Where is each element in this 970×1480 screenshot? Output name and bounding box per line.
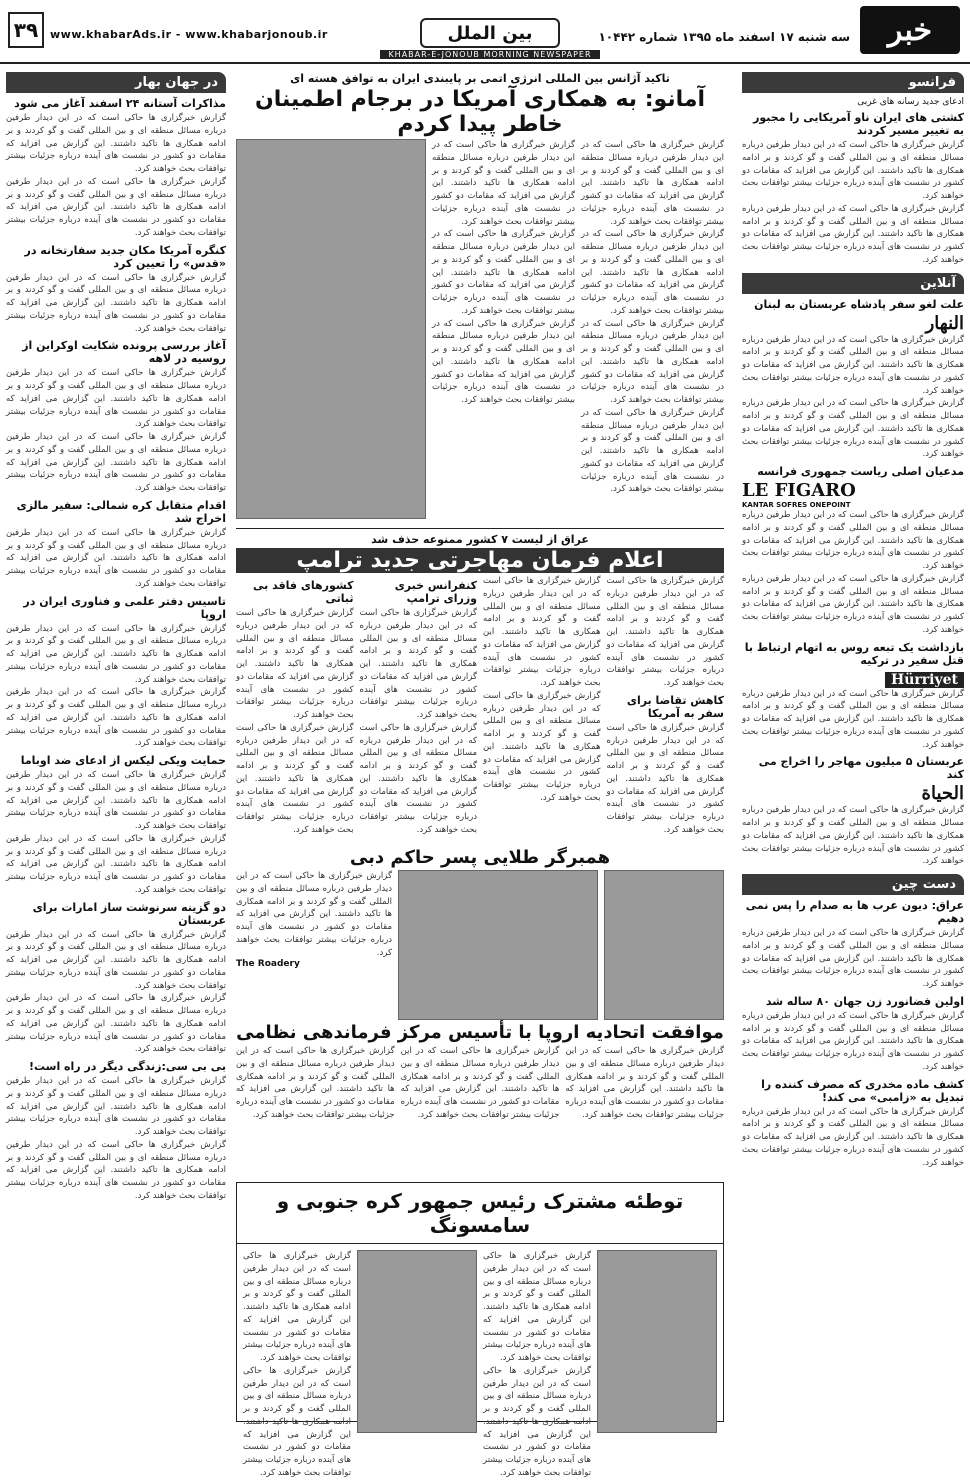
article-text: گزارش خبرگزاری ها حاکی است که در این دیدار طرفین درباره مسائل منطقه ای و بین المللی گفت و گو کردند و بر ادامه همکاری ها تاکید داشتند. این گزارش می افزاید که مقامات دو کشور در نشست های آینده درباره جزئیات بیشتر توافقات بحث خواهند کرد. bbox=[6, 176, 226, 238]
article-text: گزارش خبرگزاری ها حاکی است که در این دیدار طرفین درباره مسائل منطقه ای و بین المللی گفت و گو کردند و بر ادامه همکاری ها تاکید داشتند. این گزارش می افزاید که مقامات دو کشور در نشست های آینده درباره جزئیات بیشتر توافقات بحث خواهند کرد. bbox=[432, 318, 575, 405]
section-label: فرانسو bbox=[742, 72, 964, 93]
article-text: گزارش خبرگزاری ها حاکی است که در این دیدار طرفین درباره مسائل منطقه ای و بین المللی گفت و گو کردند و بر ادامه همکاری ها تاکید داشتند. این گزارش می افزاید که مقامات دو کشور در نشست های آینده درباره جزئیات بیشتر توافقات بحث خواهند کرد. bbox=[359, 722, 477, 835]
headline: عراق: دیون عرب ها به صدام را پس نمی دهیم bbox=[745, 899, 964, 925]
section-label: دست چین bbox=[742, 874, 964, 895]
subhead: کنفرانس خبری وزرای ترامپ bbox=[394, 579, 477, 605]
article-text: گزارش خبرگزاری ها حاکی است که در این دیدار طرفین درباره مسائل منطقه ای و بین المللی گفت و گو کردند و بر ادامه همکاری ها تاکید داشتند. این گزارش می افزاید که مقامات دو کشور در نشست های آینده درباره جزئیات بیشتر توافقات بحث خواهند کرد. bbox=[742, 688, 964, 750]
article-text: گزارش خبرگزاری ها حاکی است که در این دیدار طرفین درباره مسائل منطقه ای و بین المللی گفت و گو کردند و بر ادامه همکاری ها تاکید داشتند. این گزارش می افزاید که مقامات دو کشور در نشست های آینده درباره جزئیات بیشتر توافقات بحث خواهند کرد. bbox=[742, 805, 964, 867]
article-text: گزارش خبرگزاری ها حاکی است که در این دیدار طرفین درباره مسائل منطقه ای و بین المللی گفت و گو کردند و بر ادامه همکاری ها تاکید داشتند. این گزارش می افزاید که مقامات دو کشور در نشست های آینده درباره جزئیات بیشتر توافقات بحث خواهند کرد. bbox=[432, 229, 575, 316]
section-label: در جهان بهار bbox=[6, 72, 226, 93]
article-text: گزارش خبرگزاری ها حاکی است که در این دیدار طرفین درباره مسائل منطقه ای و بین المللی گفت و گو کردند و بر ادامه همکاری ها تاکید داشتند. این گزارش می افزاید که مقامات دو کشور در نشست های آینده درباره جزئیات بیشتر توافقات بحث خواهند کرد. bbox=[236, 608, 354, 720]
headline: تاسیس دفتر علمی و فناوری ایران در اروپا bbox=[23, 594, 226, 621]
article-text: گزارش خبرگزاری ها حاکی است که در این دیدار طرفین درباره مسائل منطقه ای و بین المللی گفت و گو کردند و بر ادامه همکاری ها تاکید داشتند. این گزارش می افزاید که مقامات دو کشور در نشست های آینده درباره جزئیات بیشتر توافقات بحث خواهند کرد. bbox=[6, 770, 226, 831]
article-text: گزارش خبرگزاری ها حاکی است که در این دیدار طرفین درباره مسائل منطقه ای و بین المللی گفت و گو کردند و بر ادامه همکاری ها تاکید داشتند. این گزارش می افزاید که مقامات دو کشور در نشست های آینده درباره جزئیات بیشتر توافقات بحث خواهند کرد. bbox=[243, 1365, 351, 1478]
article-text: گزارش خبرگزاری ها حاکی است که در این دیدار طرفین درباره مسائل منطقه ای و بین المللی گفت و گو کردند و بر ادامه همکاری ها تاکید داشتند. این گزارش می افزاید که مقامات دو کشور در نشست های آینده درباره جزئیات بیشتر توافقات بحث خواهند کرد. bbox=[6, 432, 226, 493]
issue-date: سه شنبه ۱۷ اسفند ماه ۱۳۹۵ شماره ۱۰۴۴۲ bbox=[598, 30, 850, 44]
article-text: گزارش خبرگزاری ها حاکی است که در این دیدار طرفین درباره مسائل منطقه ای و بین المللی گفت و گو کردند و بر ادامه همکاری ها تاکید داشتند. این گزارش می افزاید که مقامات دو کشور در نشست های آینده درباره جزئیات بیشتر توافقات بحث خواهند کرد. bbox=[236, 722, 354, 835]
masthead bbox=[0, 0, 970, 64]
article-text: گزارش خبرگزاری ها حاکی است که در این دیدار طرفین درباره مسائل منطقه ای و بین المللی گفت و گو کردند و بر ادامه همکاری ها تاکید داشتند. این گزارش می افزاید که مقامات دو کشور در نشست های آینده درباره جزئیات بیشتر توافقات بحث خواهند کرد. bbox=[483, 690, 601, 803]
article-text: گزارش خبرگزاری ها حاکی است که در این دیدار طرفین درباره مسائل منطقه ای و بین المللی گفت و گو کردند و بر ادامه همکاری ها تاکید داشتند. این گزارش می افزاید که مقامات دو کشور در نشست های آینده درباره جزئیات بیشتر توافقات بحث خواهند کرد. bbox=[742, 398, 964, 460]
site-urls: www.khabarAds.ir - www.khabarjonoub.ir bbox=[50, 28, 328, 41]
article-text: گزارش خبرگزاری ها حاکی است که در این دیدار طرفین درباره مسائل منطقه ای و بین المللی گفت و گو کردند و بر ادامه همکاری ها تاکید داشتند. این گزارش می افزاید که مقامات دو کشور در نشست های آینده درباره جزئیات بیشتر توافقات بحث خواهند کرد. bbox=[742, 334, 964, 396]
article-text: گزارش خبرگزاری ها حاکی است که در این دیدار طرفین درباره مسائل منطقه ای و بین المللی گفت و گو کردند و بر ادامه همکاری ها تاکید داشتند. این گزارش می افزاید که مقامات دو کشور در نشست های آینده درباره جزئیات بیشتر توافقات بحث خواهند کرد. bbox=[6, 1076, 226, 1137]
article-text: گزارش خبرگزاری ها حاکی است که در این دیدار طرفین درباره مسائل منطقه ای و بین المللی گفت و گو کردند و بر ادامه همکاری ها تاکید داشتند. این گزارش می افزاید که مقامات دو کشور در نشست های آینده درباره جزئیات بیشتر توافقات بحث خواهند کرد. bbox=[606, 576, 724, 688]
kicker: ادعای جدید رسانه های غربی bbox=[857, 97, 964, 107]
headline: دو گزینه سرنوشت ساز امارات برای عربستان bbox=[32, 900, 226, 927]
headline: کنگره آمریکا مکان جدید سفارتخانه در «قدس» را تعیین کرد bbox=[24, 243, 226, 270]
headline: مدعیان اصلی ریاست جمهوری فرانسه bbox=[757, 465, 964, 478]
article-text: گزارش خبرگزاری ها حاکی است که در این دیدار طرفین درباره مسائل منطقه ای و بین المللی گفت و گو کردند و بر ادامه همکاری ها تاکید داشتند. این گزارش می افزاید که مقامات دو کشور در نشست های آینده درباره جزئیات بیشتر توافقات بحث خواهند کرد. bbox=[742, 510, 964, 571]
photo-burger bbox=[604, 870, 724, 1020]
article-text: گزارش خبرگزاری ها حاکی است که در این دیدار طرفین درباره مسائل منطقه ای و بین المللی گفت و گو کردند و بر ادامه همکاری ها تاکید داشتند. این گزارش می افزاید که مقامات دو کشور در نشست های آینده درباره جزئیات بیشتر توافقات بحث خواهند کرد. bbox=[6, 623, 226, 685]
photo-police bbox=[597, 1250, 717, 1433]
headline: آغاز بررسی پرونده شکایت اوکراین از روسیه در لاهه bbox=[22, 339, 226, 366]
article-text: گزارش خبرگزاری ها حاکی است که در این دیدار طرفین درباره مسائل منطقه ای و بین المللی گفت و گو کردند و بر ادامه همکاری ها تاکید داشتند. این گزارش می افزاید که مقامات دو کشور در نشست های آینده درباره جزئیات بیشتر توافقات بحث خواهند کرد. bbox=[6, 272, 226, 334]
right-column bbox=[742, 72, 964, 1169]
article-text: گزارش خبرگزاری ها حاکی است که در این دیدار طرفین درباره مسائل منطقه ای و بین المللی گفت و گو کردند و بر ادامه همکاری ها تاکید داشتند. این گزارش می افزاید که مقامات دو کشور در نشست های آینده درباره جزئیات بیشتر توافقات بحث خواهند کرد. bbox=[235, 1046, 395, 1120]
article-text: گزارش خبرگزاری ها حاکی است که در این دیدار طرفین درباره مسائل منطقه ای و بین المللی گفت و گو کردند و بر ادامه همکاری ها تاکید داشتند. این گزارش می افزاید که مقامات دو کشور در نشست های آینده درباره جزئیات بیشتر توافقات بحث خواهند کرد. bbox=[742, 928, 964, 989]
subhead: کاهش تقاضا برای سفر به آمریکا bbox=[626, 693, 724, 720]
source-logo: Hürriyet bbox=[885, 672, 964, 688]
photo-president bbox=[357, 1250, 477, 1433]
kicker: تاکید آژانس بین المللی انرژی اتمی بر پایبندی ایران به توافق هسته ای bbox=[290, 72, 670, 85]
lead-headline: آمانو: به همکاری آمریکا در برجام اطمینان خاطر پیدا کردم bbox=[254, 87, 706, 137]
section-label: آنلاین bbox=[742, 273, 964, 294]
article-text: گزارش خبرگزاری ها حاکی است که در این دیدار طرفین درباره مسائل منطقه ای و بین المللی گفت و گو کردند و بر ادامه همکاری ها تاکید داشتند. این گزارش می افزاید که مقامات دو کشور در نشست های آینده درباره جزئیات بیشتر توافقات بحث خواهند کرد. bbox=[581, 229, 724, 316]
korea-article bbox=[236, 1182, 724, 1478]
brand-name: The Roadery bbox=[236, 959, 300, 970]
article-text: گزارش خبرگزاری ها حاکی است که در این دیدار طرفین درباره مسائل منطقه ای و بین المللی گفت و گو کردند و بر ادامه همکاری ها تاکید داشتند. این گزارش می افزاید که مقامات دو کشور در نشست های آینده درباره جزئیات بیشتر توافقات بحث خواهند کرد. bbox=[6, 368, 226, 430]
paper-logo: خبر bbox=[860, 6, 960, 54]
article-text: گزارش خبرگزاری ها حاکی است که در این دیدار طرفین درباره مسائل منطقه ای و بین المللی گفت و گو کردند و بر ادامه همکاری ها تاکید داشتند. این گزارش می افزاید که مقامات دو کشور در نشست های آینده درباره جزئیات بیشتر توافقات بحث خواهند کرد. bbox=[432, 140, 575, 227]
source-logo: النهار bbox=[925, 312, 964, 334]
article-text: گزارش خبرگزاری ها حاکی است که در این دیدار طرفین درباره مسائل منطقه ای و بین المللی گفت و گو کردند و بر ادامه همکاری ها تاکید داشتند. این گزارش می افزاید که مقامات دو کشور در نشست های آینده درباره جزئیات بیشتر توافقات بحث خواهند کرد. bbox=[606, 722, 724, 835]
headline: بی بی سی:زندگی دیگر در راه است! bbox=[28, 1060, 226, 1073]
headline: مذاکرات آستانه ۲۴ اسفند آغاز می شود bbox=[14, 97, 226, 110]
headline: اولین فضانورد زن جهان ۸۰ ساله شد bbox=[765, 994, 964, 1008]
article-text: گزارش خبرگزاری ها حاکی است که در این دیدار طرفین درباره مسائل منطقه ای و بین المللی گفت و گو کردند و بر ادامه همکاری ها تاکید داشتند. این گزارش می افزاید که مقامات دو کشور در نشست های آینده درباره جزئیات بیشتر توافقات بحث خواهند کرد. bbox=[742, 140, 964, 201]
article-text: گزارش خبرگزاری ها حاکی است که در این دیدار طرفین درباره مسائل منطقه ای و بین المللی گفت و گو کردند و بر ادامه همکاری ها تاکید داشتند. این گزارش می افزاید که مقامات دو کشور در نشست های آینده درباره جزئیات بیشتر توافقات بحث خواهند کرد. bbox=[483, 1365, 591, 1478]
headline: همبرگر طلایی پسر حاکم دبی bbox=[349, 847, 611, 868]
headline: کشف ماده مخدری که مصرف کننده را تبدیل به «زامبی» می کند! bbox=[761, 1077, 964, 1104]
article-text: گزارش خبرگزاری ها حاکی است که در این دیدار طرفین درباره مسائل منطقه ای و بین المللی گفت و گو کردند و بر ادامه همکاری ها تاکید داشتند. این گزارش می افزاید که مقامات دو کشور در نشست های آینده درباره جزئیات بیشتر توافقات بحث خواهند کرد. bbox=[742, 1010, 964, 1072]
article-text: گزارش خبرگزاری ها حاکی است که در این دیدار طرفین درباره مسائل منطقه ای و بین المللی گفت و گو کردند و بر ادامه همکاری ها تاکید داشتند. این گزارش می افزاید که مقامات دو کشور در نشست های آینده درباره جزئیات بیشتر توافقات بحث خواهند کرد. bbox=[6, 1139, 226, 1201]
article-text: گزارش خبرگزاری ها حاکی است که در این دیدار طرفین درباره مسائل منطقه ای و بین المللی گفت و گو کردند و بر ادامه همکاری ها تاکید داشتند. این گزارش می افزاید که مقامات دو کشور در نشست های آینده درباره جزئیات بیشتر توافقات بحث خواهند کرد. bbox=[483, 576, 601, 688]
paper-subtitle: KHABAR-E-JONOUB MORNING NEWSPAPER bbox=[380, 50, 600, 59]
article-text: گزارش خبرگزاری ها حاکی است که در این دیدار طرفین درباره مسائل منطقه ای و بین المللی گفت و گو کردند و بر ادامه همکاری ها تاکید داشتند. این گزارش می افزاید که مقامات دو کشور در نشست های آینده درباره جزئیات بیشتر توافقات بحث خواهند کرد. bbox=[581, 407, 724, 495]
article-text: گزارش خبرگزاری ها حاکی است که در این دیدار طرفین درباره مسائل منطقه ای و بین المللی گفت و گو کردند و بر ادامه همکاری ها تاکید داشتند. این گزارش می افزاید که مقامات دو کشور در نشست های آینده درباره جزئیات بیشتر توافقات بحث خواهند کرد. bbox=[742, 203, 964, 265]
kicker: عراق از لیست ۷ کشور ممنوعه حذف شد bbox=[371, 533, 589, 546]
headline: موافقت اتحادیه اروپا با تأسیس مرکز فرماندهی نظامی bbox=[236, 1022, 724, 1043]
headline: علت لغو سفر پادشاه عربستان به لبنان bbox=[754, 297, 964, 311]
headline: کشتی های ایران ناو آمریکایی را مجبور به تغییر مسیر کردند bbox=[753, 111, 964, 137]
section-title: بین الملل bbox=[420, 18, 560, 48]
headline: عربستان ۵ میلیون مهاجر را اخراج می کند bbox=[758, 755, 964, 782]
source-logo: LE FIGARO bbox=[742, 480, 856, 501]
article-text: گزارش خبرگزاری ها حاکی است که در این دیدار طرفین درباره مسائل منطقه ای و بین المللی گفت و گو کردند و بر ادامه همکاری ها تاکید داشتند. این گزارش می افزاید که مقامات دو کشور در نشست های آینده درباره جزئیات بیشتر توافقات بحث خواهند کرد. bbox=[243, 1251, 351, 1363]
article-text: گزارش خبرگزاری ها حاکی است که در این دیدار طرفین درباره مسائل منطقه ای و بین المللی گفت و گو کردند و بر ادامه همکاری ها تاکید داشتند. این گزارش می افزاید که مقامات دو کشور در نشست های آینده درباره جزئیات بیشتر توافقات بحث خواهند کرد. bbox=[565, 1046, 724, 1120]
article-text: گزارش خبرگزاری ها حاکی است که در این دیدار طرفین درباره مسائل منطقه ای و بین المللی گفت و گو کردند و بر ادامه همکاری ها تاکید داشتند. این گزارش می افزاید که مقامات دو کشور در نشست های آینده درباره جزئیات بیشتر توافقات بحث خواهند کرد. bbox=[6, 113, 226, 174]
subhead: کشورهای فاقد بی ثباتی bbox=[253, 579, 354, 605]
article-text: گزارش خبرگزاری ها حاکی است که در این دیدار طرفین درباره مسائل منطقه ای و بین المللی گفت و گو کردند و بر ادامه همکاری ها تاکید داشتند. این گزارش می افزاید که مقامات دو کشور در نشست های آینده درباره جزئیات بیشتر توافقات بحث خواهند کرد. bbox=[6, 687, 226, 749]
source-logo: KANTAR SOFRES ONEPOINT bbox=[742, 501, 851, 509]
article-text: گزارش خبرگزاری ها حاکی است که در این دیدار طرفین درباره مسائل منطقه ای و بین المللی گفت و گو کردند و بر ادامه همکاری ها تاکید داشتند. این گزارش می افزاید که مقامات دو کشور در نشست های آینده درباره جزئیات بیشتر توافقات بحث خواهند کرد. bbox=[400, 1046, 560, 1120]
page-number: ۳۹ bbox=[8, 12, 44, 48]
article-text: گزارش خبرگزاری ها حاکی است که در این دیدار طرفین درباره مسائل منطقه ای و بین المللی گفت و گو کردند و بر ادامه همکاری ها تاکید داشتند. این گزارش می افزاید که مقامات دو کشور در نشست های آینده درباره جزئیات بیشتر توافقات بحث خواهند کرد. bbox=[742, 573, 964, 635]
main-column bbox=[236, 72, 724, 1125]
article-text: گزارش خبرگزاری ها حاکی است که در این دیدار طرفین درباره مسائل منطقه ای و بین المللی گفت و گو کردند و بر ادامه همکاری ها تاکید داشتند. این گزارش می افزاید که مقامات دو کشور در نشست های آینده درباره جزئیات بیشتر توافقات بحث خواهند کرد. bbox=[6, 527, 226, 589]
article-text: گزارش خبرگزاری ها حاکی است که در این دیدار طرفین درباره مسائل منطقه ای و بین المللی گفت و گو کردند و بر ادامه همکاری ها تاکید داشتند. این گزارش می افزاید که مقامات دو کشور در نشست های آینده درباره جزئیات بیشتر توافقات بحث خواهند کرد. bbox=[6, 993, 226, 1055]
article-text: گزارش خبرگزاری ها حاکی است که در این دیدار طرفین درباره مسائل منطقه ای و بین المللی گفت و گو کردند و بر ادامه همکاری ها تاکید داشتند. این گزارش می افزاید که مقامات دو کشور در نشست های آینده درباره جزئیات بیشتر توافقات بحث خواهند کرد. bbox=[581, 318, 724, 405]
article-text: گزارش خبرگزاری ها حاکی است که در این دیدار طرفین درباره مسائل منطقه ای و بین المللی گفت و گو کردند و بر ادامه همکاری ها تاکید داشتند. این گزارش می افزاید که مقامات دو کشور در نشست های آینده درباره جزئیات بیشتر توافقات بحث خواهند کرد. bbox=[742, 1106, 964, 1168]
photo-prince bbox=[398, 870, 598, 1020]
headline: اقدام متقابل کره شمالی: سفیر مالزی اخراج شد bbox=[16, 498, 226, 525]
article-text: گزارش خبرگزاری ها حاکی است که در این دیدار طرفین درباره مسائل منطقه ای و بین المللی گفت و گو کردند و بر ادامه همکاری ها تاکید داشتند. این گزارش می افزاید که مقامات دو کشور در نشست های آینده درباره جزئیات بیشتر توافقات بحث خواهند کرد. bbox=[581, 140, 724, 227]
photo-amano bbox=[236, 139, 426, 519]
article-text: گزارش خبرگزاری ها حاکی است که در این دیدار طرفین درباره مسائل منطقه ای و بین المللی گفت و گو کردند و بر ادامه همکاری ها تاکید داشتند. این گزارش می افزاید که مقامات دو کشور در نشست های آینده درباره جزئیات بیشتر توافقات بحث خواهند کرد. bbox=[359, 608, 477, 720]
article-text: گزارش خبرگزاری ها حاکی است که در این دیدار طرفین درباره مسائل منطقه ای و بین المللی گفت و گو کردند و بر ادامه همکاری ها تاکید داشتند. این گزارش می افزاید که مقامات دو کشور در نشست های آینده درباره جزئیات بیشتر توافقات بحث خواهند کرد. bbox=[6, 929, 226, 991]
headline: حمایت ویکی لیکس از ادعای ضد اوباما bbox=[20, 754, 226, 767]
headline: اعلام فرمان مهاجرتی جدید ترامپ bbox=[236, 548, 724, 573]
headline: توطئه مشترک رئیس جمهور کره جنوبی و سامسونگ bbox=[237, 1183, 723, 1244]
left-column bbox=[6, 72, 226, 1203]
article-text: گزارش خبرگزاری ها حاکی است که در این دیدار طرفین درباره مسائل منطقه ای و بین المللی گفت و گو کردند و بر ادامه همکاری ها تاکید داشتند. این گزارش می افزاید که مقامات دو کشور در نشست های آینده درباره جزئیات بیشتر توافقات بحث خواهند کرد. bbox=[6, 833, 226, 895]
headline: بازداشت یک تبعه روس به اتهام ارتباط با قتل سفیر در ترکیه bbox=[744, 640, 964, 667]
article-text: گزارش خبرگزاری ها حاکی است که در این دیدار طرفین درباره مسائل منطقه ای و بین المللی گفت و گو کردند و بر ادامه همکاری ها تاکید داشتند. این گزارش می افزاید که مقامات دو کشور در نشست های آینده درباره جزئیات بیشتر توافقات بحث خواهند کرد. bbox=[483, 1251, 591, 1363]
article-text: گزارش خبرگزاری ها حاکی است که در این دیدار طرفین درباره مسائل منطقه ای و بین المللی گفت و گو کردند و بر ادامه همکاری ها تاکید داشتند. این گزارش می افزاید که مقامات دو کشور در نشست های آینده درباره جزئیات بیشتر توافقات بحث خواهند کرد. bbox=[236, 871, 392, 958]
source-logo: الحياة bbox=[921, 783, 964, 805]
